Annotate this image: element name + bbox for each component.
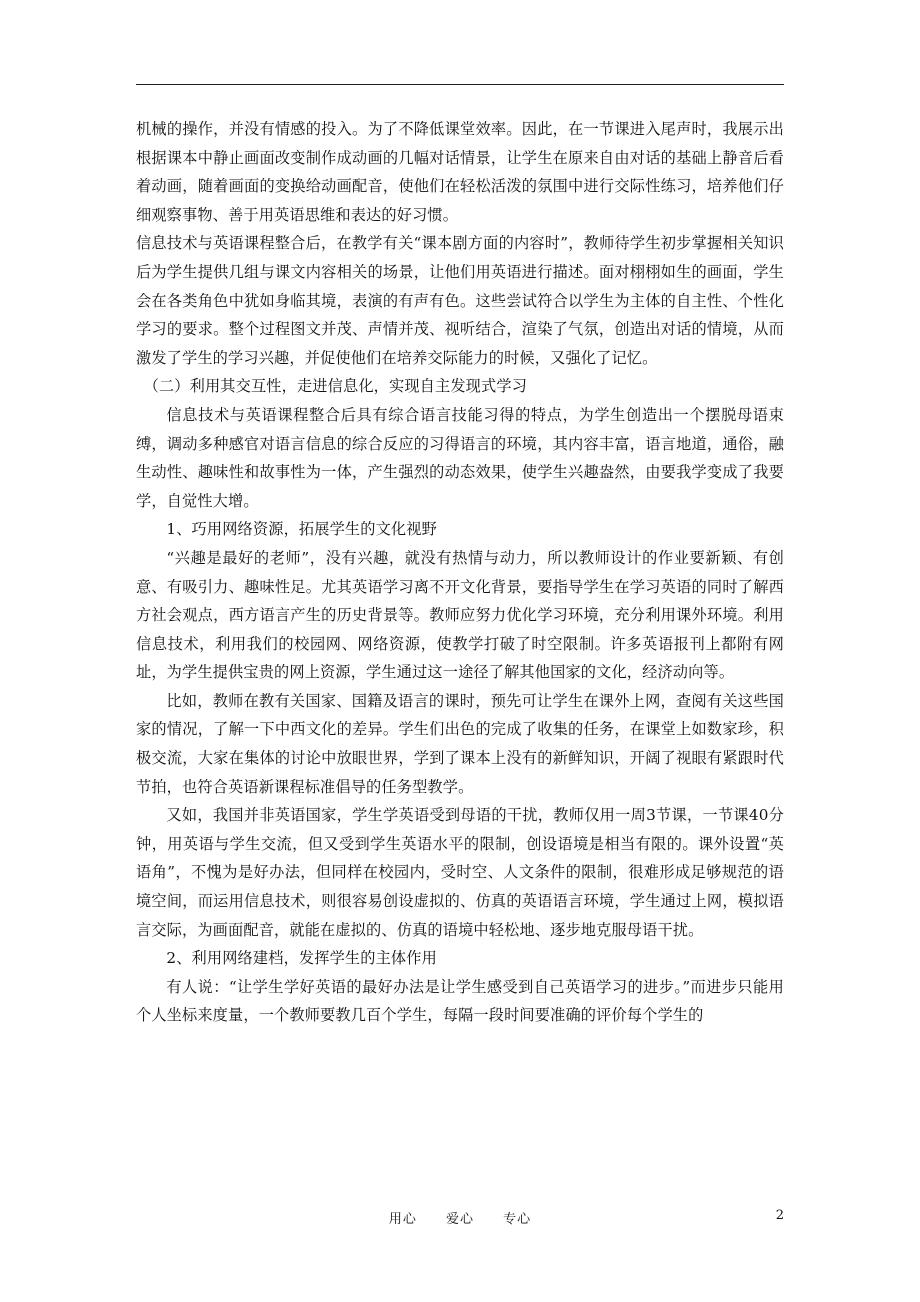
paragraph: “兴趣是最好的老师”，没有兴趣，就没有热情与动力，所以教师设计的作业要新颖、有创意、有吸引力、趣味性足。尤其英语学习离不开文化背景，要指导学生在学习英语的同时了解西方社会观点，西方语言产生的历史背景等。教师应努力优化学习环境，充分利用课外环境。利用信息技术，利用我们的校园网、网络资源，使教学打破了时空限制。许多英语报刊上都附有网址，为学生提供宝贵的网上资源，学生通过这一途径了解其他国家的文化，经济动向等。 bbox=[136, 548, 784, 682]
paragraph: 信息技术与英语课程整合后具有综合语言技能习得的特点，为学生创造出一个摆脱母语束缚，调动多种感官对语言信息的综合反应的习得语言的环境，其内容丰富，语言地道，通俗，融生动性、趣味性和故事性为一体，产生强烈的动态效果，使学生兴趣盎然，由要我学变成了我要学，自觉性大增。 bbox=[136, 405, 784, 510]
subsection-heading: 1、巧用网络资源，拓展学生的文化视野 bbox=[166, 520, 437, 539]
footer-word: 专心 bbox=[503, 1212, 532, 1227]
page-number: 2 bbox=[775, 1208, 784, 1223]
footer-word: 用心 bbox=[388, 1212, 417, 1227]
paragraph: 信息技术与英语课程整合后，在教学有关“课本剧方面的内容时”，教师待学生初步掌握相关知识后为学生提供几组与课文内容相关的场景，让他们用英语进行描述。面对栩栩如生的画面，学生会在各类角色中犹如身临其境，表演的有声有色。这些尝试符合以学生为主体的自主性、个性化学习的要求。整个过程图文并茂、声情并茂、视听结合，渲染了气氛，创造出对话的情境，从而激发了学生的学习兴趣，并促使他们在培养交际能力的时候，又强化了记忆。 bbox=[136, 234, 784, 367]
header-rule bbox=[136, 84, 784, 85]
footer-word: 爱心 bbox=[445, 1212, 474, 1227]
paragraph: 比如，教师在教有关国家、国籍及语言的课时，预先可让学生在课外上网，查阅有关这些国家的情况，了解一下中西文化的差异。学生们出色的完成了收集的任务，在课堂上如数家珍，积极交流，大家在集体的讨论中放眼世界，学到了课本上没有的新鲜知识，开阔了视眼有紧跟时代节拍，也符合英语新课程标准倡导的任务型教学。 bbox=[136, 691, 784, 796]
section-heading: （二）利用其交互性，走进信息化，实现自主发现式学习 bbox=[143, 377, 528, 396]
body-text bbox=[136, 115, 784, 1030]
subsection-heading: 2、利用网络建档，发挥学生的主体作用 bbox=[166, 949, 437, 968]
paragraph: 又如，我国并非英语国家，学生学英语受到母语的干扰，教师仅用一周3节课，一节课40分钟，用英语与学生交流，但又受到学生英语水平的限制，创设语境是相当有限的。课外设置“英语角”，不愧为是好办法，但同样在校园内，受时空、人文条件的限制，很难形成足够规范的语境空间，而运用信息技术，则很容易创设虚拟的、仿真的英语语言环境，学生通过上网，模拟语言交际，为画面配音，就能在虚拟的、仿真的语境中轻松地、逐步地克服母语干扰。 bbox=[136, 806, 784, 939]
paragraph: 有人说：“让学生学好英语的最好办法是让学生感受到自己英语学习的进步。”而进步只能用个人坐标来度量，一个教师要教几百个学生，每隔一段时间要准确的评价每个学生的 bbox=[136, 977, 784, 1025]
paragraph: 机械的操作，并没有情感的投入。为了不降低课堂效率。因此，在一节课进入尾声时，我展示出根据课本中静止画面改变制作成动画的几幅对话情景，让学生在原来自由对话的基础上静音后看着动画，随着画面的变换给动画配音，使他们在轻松活泼的氛围中进行交际性练习，培养他们仔细观察事物、善于用英语思维和表达的好习惯。 bbox=[136, 120, 784, 224]
